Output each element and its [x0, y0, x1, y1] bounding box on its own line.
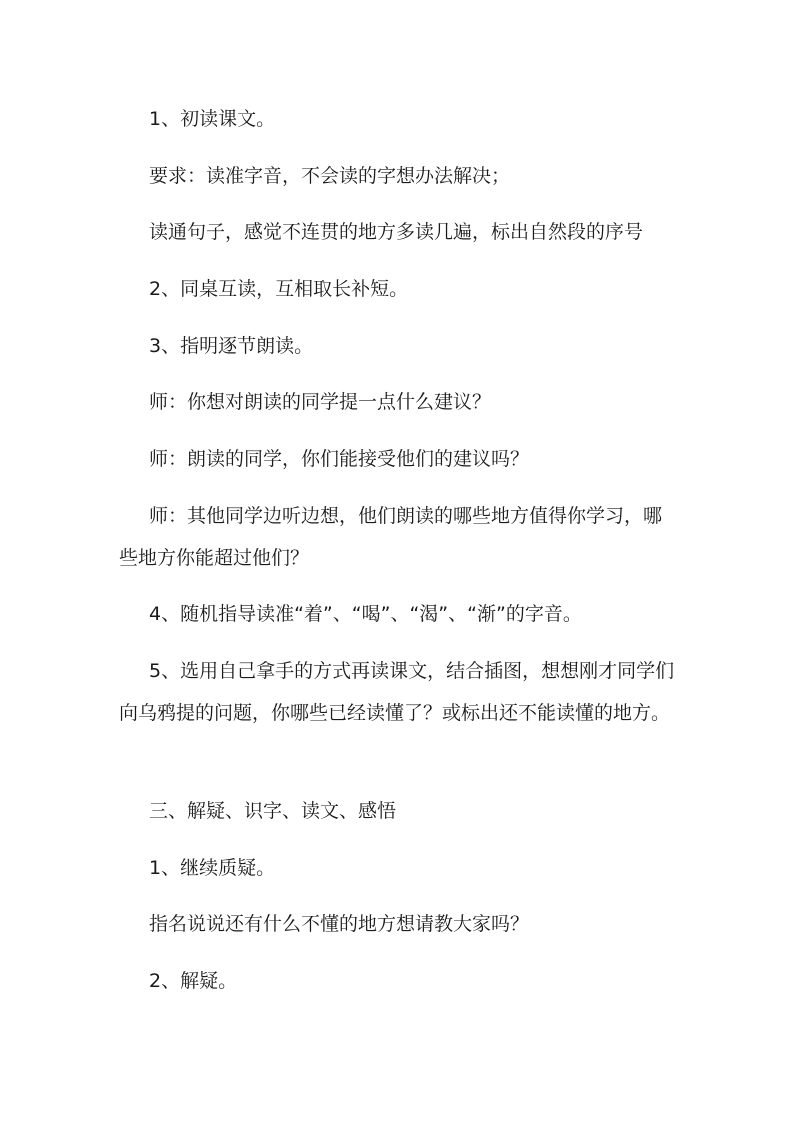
paragraph-step-2: 2、同桌互读，互相取长补短。 [149, 278, 409, 300]
paragraph-continue-question: 1、继续质疑。 [149, 857, 276, 879]
paragraph-step-1: 1、初读课文。 [149, 108, 276, 130]
paragraph-teacher-q1: 师：你想对朗读的同学提一点什么建议？ [149, 391, 492, 413]
paragraph-step-4: 4、随机指导读准“着”、“喝”、“渴”、“渐”的字音。 [149, 603, 582, 625]
paragraph-resolve-doubts: 2、解疑。 [149, 970, 238, 992]
paragraph-teacher-q2: 师：朗读的同学，你们能接受他们的建议吗？ [149, 448, 530, 470]
section-heading-3: 三、解疑、识字、读文、感悟 [149, 800, 397, 822]
paragraph-step-5: 5、选用自己拿手的方式再读课文，结合插图，想想刚才同学们向乌鸦提的问题，你哪些已经读懂了？或标出还不能读懂的地方。 [119, 660, 675, 724]
paragraph-step-3: 3、指明逐节朗读。 [149, 335, 314, 357]
paragraph-read-sentences: 读通句子，感觉不连贯的地方多读几遍，标出自然段的序号 [149, 221, 644, 243]
paragraph-teacher-q3: 师：其他同学边听边想，他们朗读的哪些地方值得你学习，哪些地方你能超过他们？ [119, 505, 663, 569]
paragraph-ask-classmates: 指名说说还有什么不懂的地方想请教大家吗？ [149, 913, 530, 935]
paragraph-requirement: 要求：读准字音，不会读的字想办法解决； [149, 165, 511, 187]
